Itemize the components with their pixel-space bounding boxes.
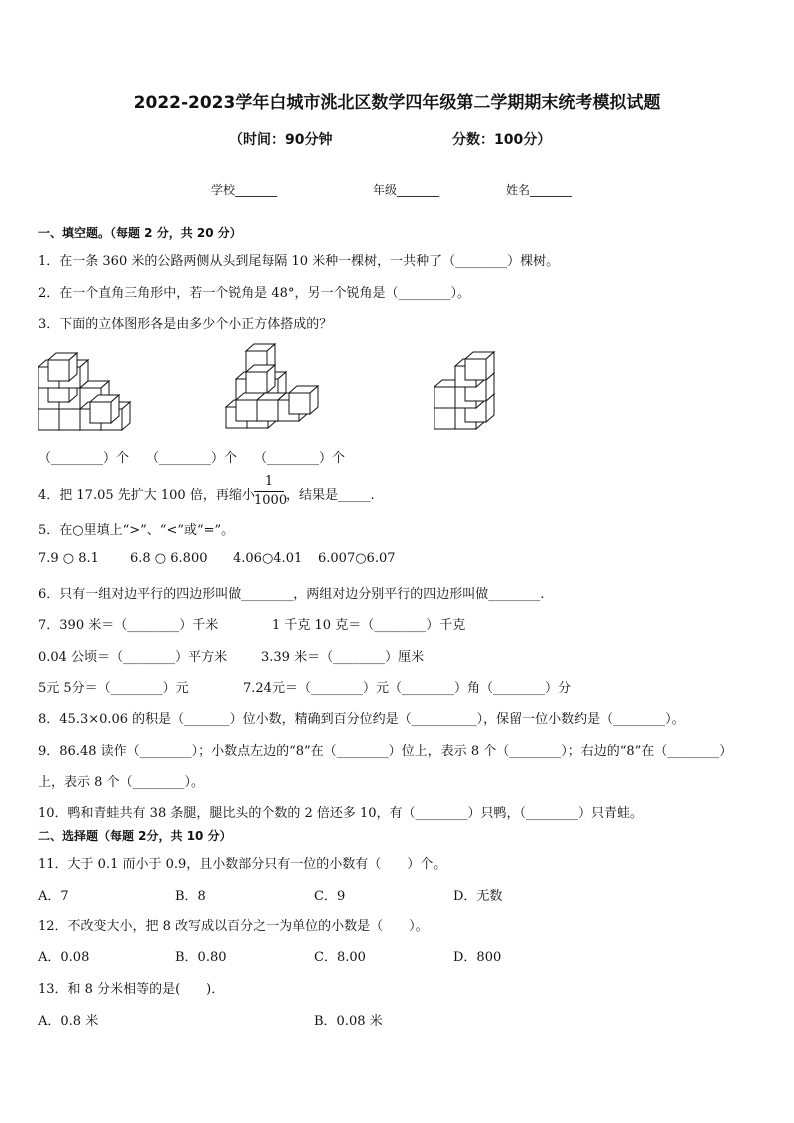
question-4-prefix: 4．把 17.05 先扩大 100 倍，再缩小	[38, 488, 255, 503]
cube-figure-3	[434, 344, 504, 434]
question-11-option-b[interactable]: B．8	[175, 889, 206, 904]
page-title: 2022-2023学年白城市洮北区数学四年级第二学期期末统考模拟试题	[133, 93, 661, 113]
question-5-item-3: 4.06○4.01	[233, 551, 303, 566]
question-3-blank-1[interactable]: （________）个	[38, 451, 130, 466]
question-5: 5．在○里填上“>”、“<”或“=”。	[38, 523, 235, 538]
question-1: 1．在一条 360 米的公路两侧从头到尾每隔 10 米种一棵树，一共种了（________）棵树。	[38, 254, 560, 269]
question-12-option-b[interactable]: B．0.80	[175, 950, 227, 965]
cube	[48, 353, 77, 381]
exam-score: 分数：100分）	[452, 132, 552, 148]
question-4-fraction	[254, 473, 288, 510]
question-12: 12．不改变大小，把 8 改写成以百分之一为单位的小数是（ ）。	[38, 919, 429, 934]
cube	[246, 365, 275, 393]
fraction-numerator: 1	[254, 473, 284, 492]
question-2: 2．在一个直角三角形中，若一个锐角是 48°，另一个锐角是（________）。	[38, 286, 470, 301]
grade-field: 年级_______	[373, 183, 440, 197]
question-9-line-1: 9．86.48 读作（________）；小数点左边的“8”在（________）位上，表示 8 个（________）；右边的“8”在（________）	[38, 744, 733, 759]
cube	[90, 395, 119, 423]
question-7-b: 1 千克 10 克＝（________）千克	[272, 618, 466, 633]
question-7-e: 5元 5分＝（________）元	[38, 681, 189, 696]
question-11-option-d[interactable]: D．无数	[453, 889, 503, 904]
question-11-option-c[interactable]: C．9	[314, 889, 346, 904]
exam-time: （时间：90分钟	[229, 132, 333, 148]
question-13-option-a[interactable]: A．0.8 米	[38, 1014, 99, 1029]
school-field: 学校_______	[211, 183, 278, 197]
question-13: 13．和 8 分米相等的是( )．	[38, 982, 225, 997]
question-3-blank-3[interactable]: （________）个	[254, 451, 346, 466]
question-5-item-2: 6.8 ○ 6.800	[130, 551, 208, 566]
question-6: 6．只有一组对边平行的四边形叫做________，两组对边分别平行的四边形叫做________.	[38, 587, 545, 602]
question-7-f: 7.24元＝（________）元（________）角（________）分	[243, 681, 571, 696]
cube-figure-1	[38, 345, 133, 435]
question-12-option-c[interactable]: C．8.00	[314, 950, 366, 965]
question-3-blank-2[interactable]: （________）个	[146, 451, 238, 466]
section-1-heading: 一、填空题。（每题 2 分，共 20 分）	[38, 226, 242, 240]
question-11: 11．大于 0.1 而小于 0.9，且小数部分只有一位的小数有（ ）个。	[38, 857, 447, 872]
fraction-denominator: 1000	[254, 493, 288, 508]
question-8: 8．45.3×0.06 的积是（_______）位小数，精确到百分位约是（__________），保留一位小数约是（________）。	[38, 712, 685, 727]
question-10: 10．鸭和青蛙共有 38 条腿，腿比头的个数的 2 倍还多 10，有（________）只鸭，（________）只青蛙。	[38, 806, 644, 821]
question-5-item-4: 6.007○6.07	[318, 551, 396, 566]
cube	[289, 386, 318, 414]
question-4-suffix: ，结果是_____.	[286, 488, 375, 503]
section-2-heading: 二、选择题（每题 2分，共 10 分）	[38, 829, 232, 843]
name-field: 姓名_______	[506, 183, 573, 197]
question-7-a: 7．390 米＝（________）千米	[38, 618, 219, 633]
question-12-option-d[interactable]: D．800	[453, 950, 502, 965]
question-7-d: 3.39 米＝（________）厘米	[261, 650, 425, 665]
cube	[465, 352, 494, 380]
question-13-option-b[interactable]: B．0.08 米	[314, 1014, 383, 1029]
question-11-option-a[interactable]: A．7	[38, 889, 69, 904]
cube-figure-2	[224, 340, 329, 432]
question-5-item-1: 7.9 ○ 8.1	[38, 551, 99, 566]
question-3: 3．下面的立体图形各是由多少个小正方体搭成的？	[38, 317, 333, 332]
question-9-line-2: 上，表示 8 个（________）。	[38, 775, 205, 790]
question-12-option-a[interactable]: A．0.08	[38, 950, 90, 965]
question-7-c: 0.04 公顷＝（________）平方米	[38, 650, 228, 665]
